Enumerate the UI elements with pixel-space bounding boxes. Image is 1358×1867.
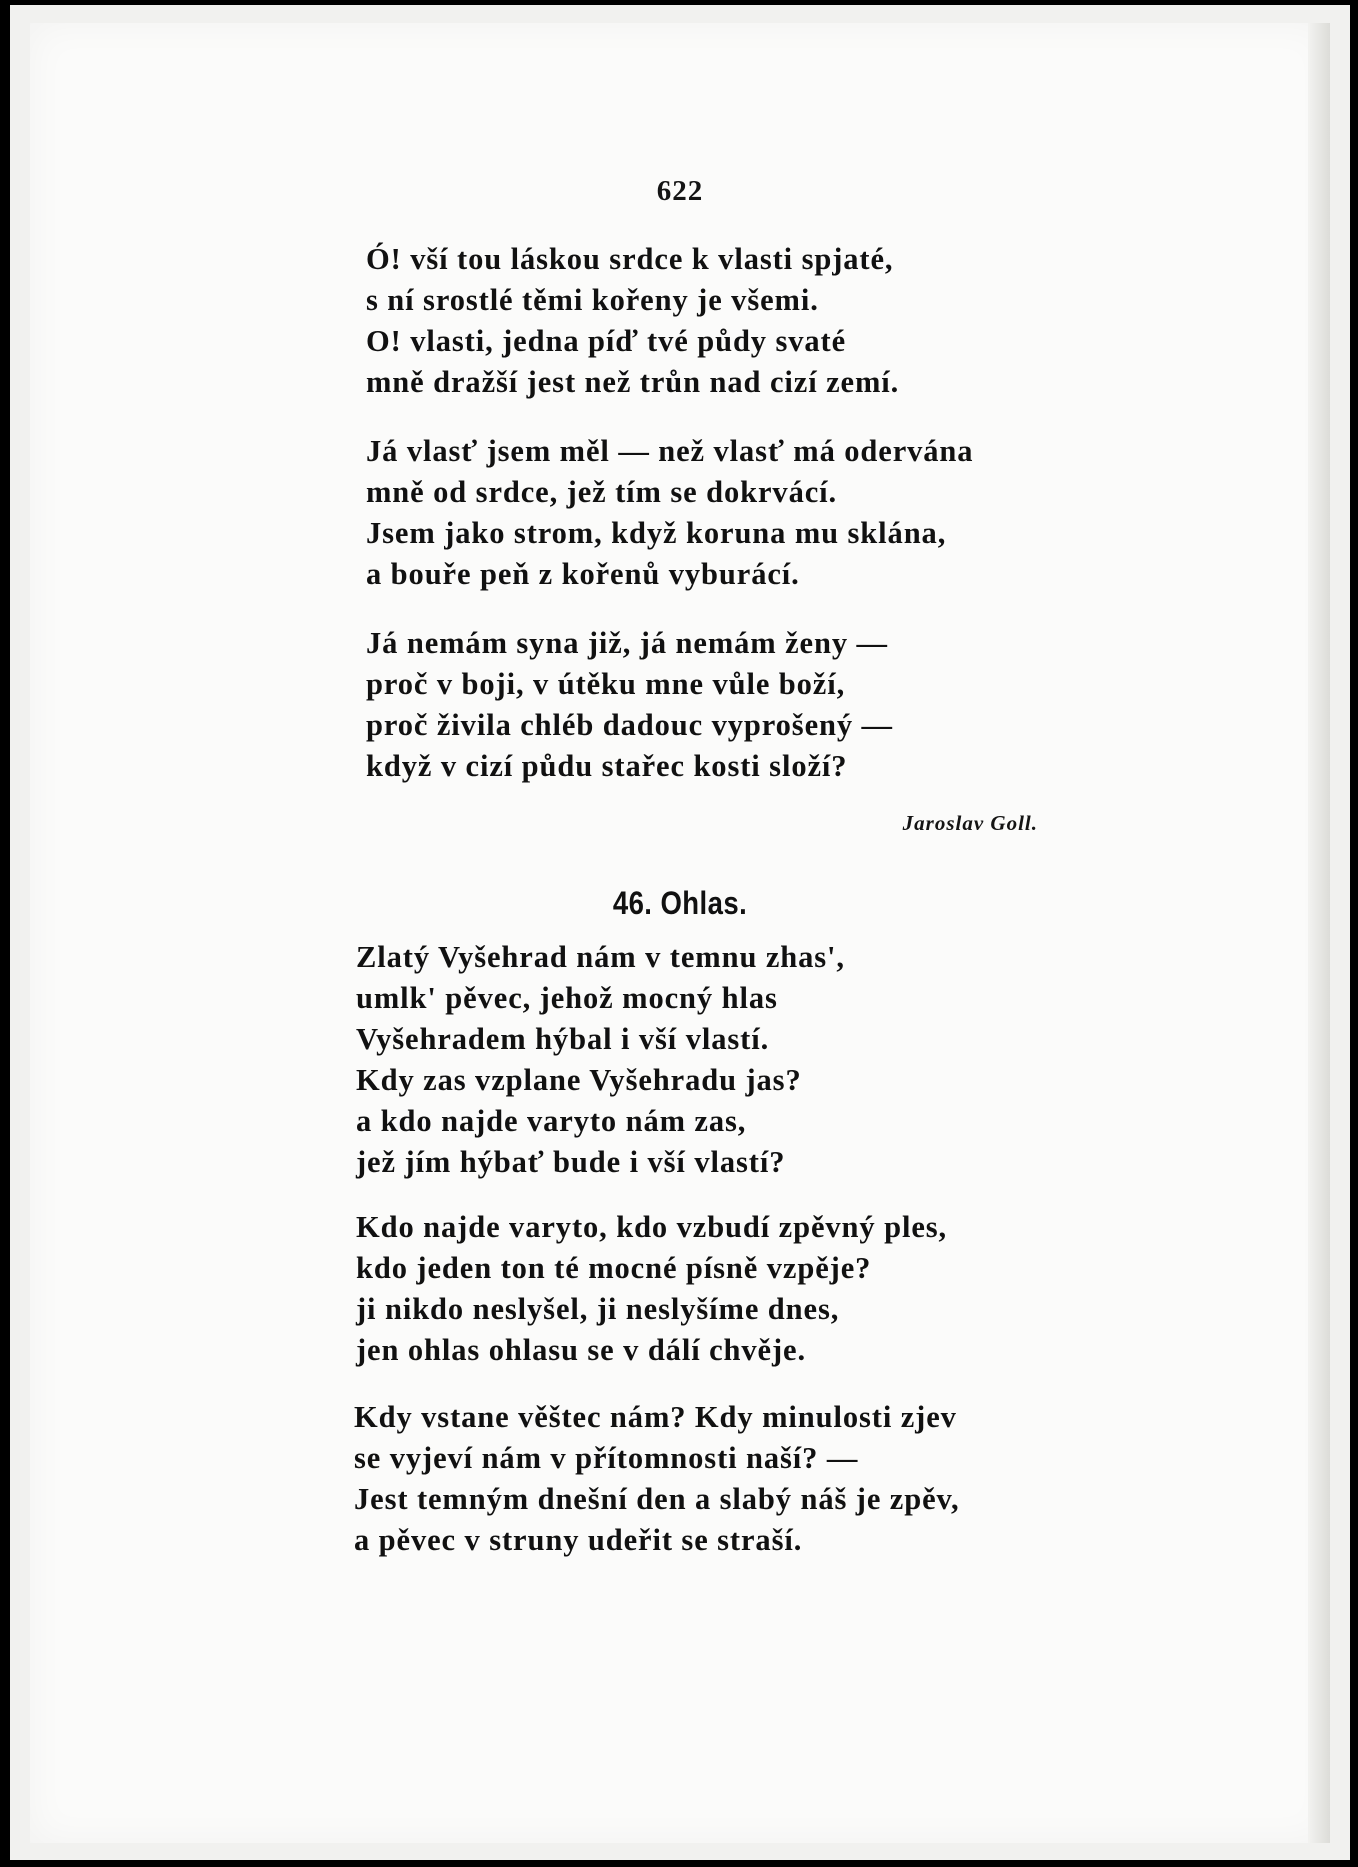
verse-line: proč živila chléb dadouc vyprošený — [366,708,893,742]
verse-line: a pěvec v struny udeřit se straší. [354,1523,803,1557]
verse-line: Jsem jako strom, když koruna mu sklána, [366,516,947,550]
poem-title: 46. Ohlas. [612,885,748,921]
verse-line: O! vlasti, jedna píď tvé půdy svaté [366,324,847,358]
verse-line: jež jím hýbať bude i vší vlastí? [356,1145,786,1179]
book-page [30,23,1330,1843]
verse-line: Jest temným dnešní den a slabý náš je zpěv, [354,1482,960,1516]
verse-line: Kdy vstane věštec nám? Kdy minulosti zjev [354,1400,957,1434]
poem2-stanza-2 [356,1207,947,1371]
poem2-stanza-3 [354,1397,960,1561]
verse-line: Kdo najde varyto, kdo vzbudí zpěvný ples, [356,1210,948,1244]
verse-line: umlk' pěvec, jehož mocný hlas [356,981,778,1015]
verse-line: s ní srostlé těmi kořeny je všemi. [366,283,819,317]
scanned-page [10,5,1350,1860]
verse-line: Zlatý Vyšehrad nám v temnu zhas', [356,940,845,974]
verse-line: a bouře peň z kořenů vyburácí. [366,557,800,591]
page-edge-shadow [1308,23,1330,1843]
verse-line: Já vlasť jsem měl — než vlasť má odervána [366,434,974,468]
page-number: 622 [656,175,704,207]
verse-line: jen ohlas ohlasu se v dálí chvěje. [356,1333,807,1367]
author-signature: Jaroslav Goll. [902,811,1038,835]
poem1-stanza-1 [366,239,899,403]
poem1-stanza-2 [366,431,973,595]
verse-line: Vyšehradem hýbal i vší vlastí. [356,1022,770,1056]
verse-line: mně dražší jest než trůn nad cizí zemí. [366,365,900,399]
poem2-stanza-1 [356,937,845,1183]
verse-line: Já nemám syna již, já nemám ženy — [366,626,888,660]
verse-line: proč v boji, v útěku mne vůle boží, [366,667,846,701]
verse-line: mně od srdce, jež tím se dokrvácí. [366,475,838,509]
verse-line: a kdo najde varyto nám zas, [356,1104,747,1138]
verse-line: ji nikdo neslyšel, ji neslyšíme dnes, [356,1292,840,1326]
verse-line: se vyjeví nám v přítomnosti naší? — [354,1441,859,1475]
poem1-stanza-3 [366,623,893,787]
verse-line: kdo jeden ton té mocné písně vzpěje? [356,1251,872,1285]
verse-line: Kdy zas vzplane Vyšehradu jas? [356,1063,802,1097]
verse-line: Ó! vší tou láskou srdce k vlasti spjaté, [366,242,894,276]
verse-line: když v cizí půdu stařec kosti složí? [366,749,848,783]
